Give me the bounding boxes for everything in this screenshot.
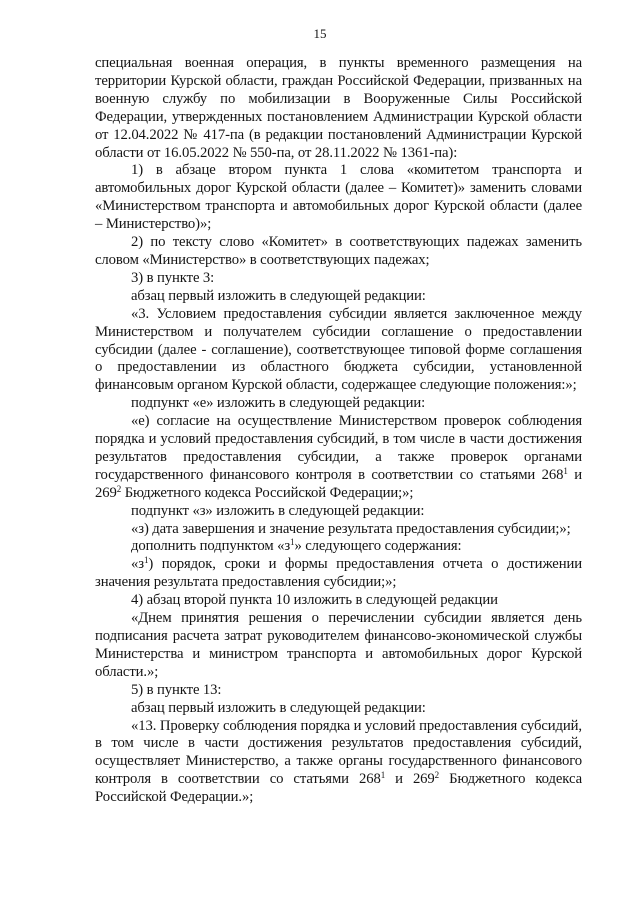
paragraph [95, 718, 582, 808]
text-segment: ) порядок, сроки и формы предоставления отчета о достижении значения результата предоставления субсидии;»; [95, 556, 582, 591]
text-segment: 5) в пункте 13: [131, 681, 222, 698]
page-number: 15 [313, 26, 327, 41]
text-segment: дополнить подпунктом «з [131, 538, 291, 555]
paragraph [95, 700, 582, 718]
document-body [95, 55, 582, 807]
paragraph [95, 538, 582, 556]
text-segment: Бюджетного кодекса Российской Федерации;»; [121, 484, 414, 501]
text-segment: абзац первый изложить в следующей редакции: [131, 287, 426, 304]
paragraph [95, 395, 582, 413]
paragraph [95, 682, 582, 700]
text-segment: подпункт «е» изложить в следующей редакции: [131, 395, 426, 412]
paragraph [95, 610, 582, 682]
text-segment: специальная военная операция, в пункты временного размещения на территории Курской области, граждан Российской Федерации, призванных на военную службу по мобилизации в Вооруженные Силы Российской Федерации, утвержденных постановлением Администрации Курской области от 12.04.2022 № 417-па (в редакции постановлений Администрации Курской области от 16.05.2022 № 550-па, от 28.11.2022 № 1361-па): [95, 55, 582, 161]
superscript: 1 [290, 537, 295, 548]
superscript: 2 [434, 770, 440, 781]
text-segment: «з) дата завершения и значение результата предоставления субсидии;»; [131, 520, 571, 537]
paragraph [95, 503, 582, 521]
paragraph [95, 306, 582, 396]
superscript: 1 [380, 770, 386, 781]
text-segment: и 269 [385, 771, 435, 788]
superscript: 2 [116, 483, 122, 494]
text-segment: 2) по тексту слово «Комитет» в соответствующих падежах заменить словом «Министерство» в соответствующих падежах; [95, 234, 582, 268]
paragraph [95, 521, 582, 539]
text-segment: 3) в пункте 3: [131, 269, 215, 286]
superscript: 1 [143, 555, 149, 566]
paragraph [95, 413, 582, 503]
paragraph [95, 288, 582, 306]
text-segment: «13. Проверку соблюдения порядка и условий предоставления субсидий, в том числе в части достижения результатов предоставления субсидий, осуществляет Министерство, а также органы государственного финансового контроля в соответствии со статьями 268 [95, 717, 582, 788]
text-segment: «Днем принятия решения о перечислении субсидии является день подписания расчета затрат руководителем финансово-экономической службы Министерства и министром транспорта и автомобильных дорог Курской области.»; [95, 610, 582, 680]
paragraph [95, 592, 582, 610]
paragraph [95, 556, 582, 592]
text-segment: и 269 [95, 466, 582, 501]
text-segment: Бюджетного кодекса Российской Федерации.»; [95, 771, 582, 806]
superscript: 1 [563, 465, 568, 476]
paragraph [95, 234, 582, 270]
text-segment: «з [131, 556, 144, 573]
text-segment: 1) в абзаце втором пункта 1 слова «комитетом транспорта и автомобильных дорог Курской области (далее – Комитет)» заменить словами «Министерством транспорта и автомобильных дорог Курской области (далее – Министерство)»; [95, 162, 582, 233]
text-segment: «3. Условием предоставления субсидии является заключенное между Министерством и получателем субсидии соглашение о предоставлении субсидии (далее - соглашение), соответствующее типовой форме соглашения о предоставлении из областного бюджета субсидии, установленной финансовым органом Курской области, содержащее следующие положения:»; [95, 305, 582, 394]
text-segment: абзац первый изложить в следующей редакции: [131, 699, 426, 716]
text-segment: » следующего содержания: [294, 538, 462, 555]
text-segment: «е) согласие на осуществление Министерством проверок соблюдения порядка и условий предоставления субсидий, в том числе в части достижения результатов предоставления субсидии, а также проверок органами государственного финансового контроля в соответствии со статьями 268 [95, 413, 582, 483]
text-segment: подпункт «з» изложить в следующей редакции: [131, 502, 425, 519]
paragraph [95, 162, 582, 234]
text-segment: 4) абзац второй пункта 10 изложить в следующей редакции [131, 592, 498, 609]
paragraph [95, 55, 582, 162]
paragraph [95, 270, 582, 288]
